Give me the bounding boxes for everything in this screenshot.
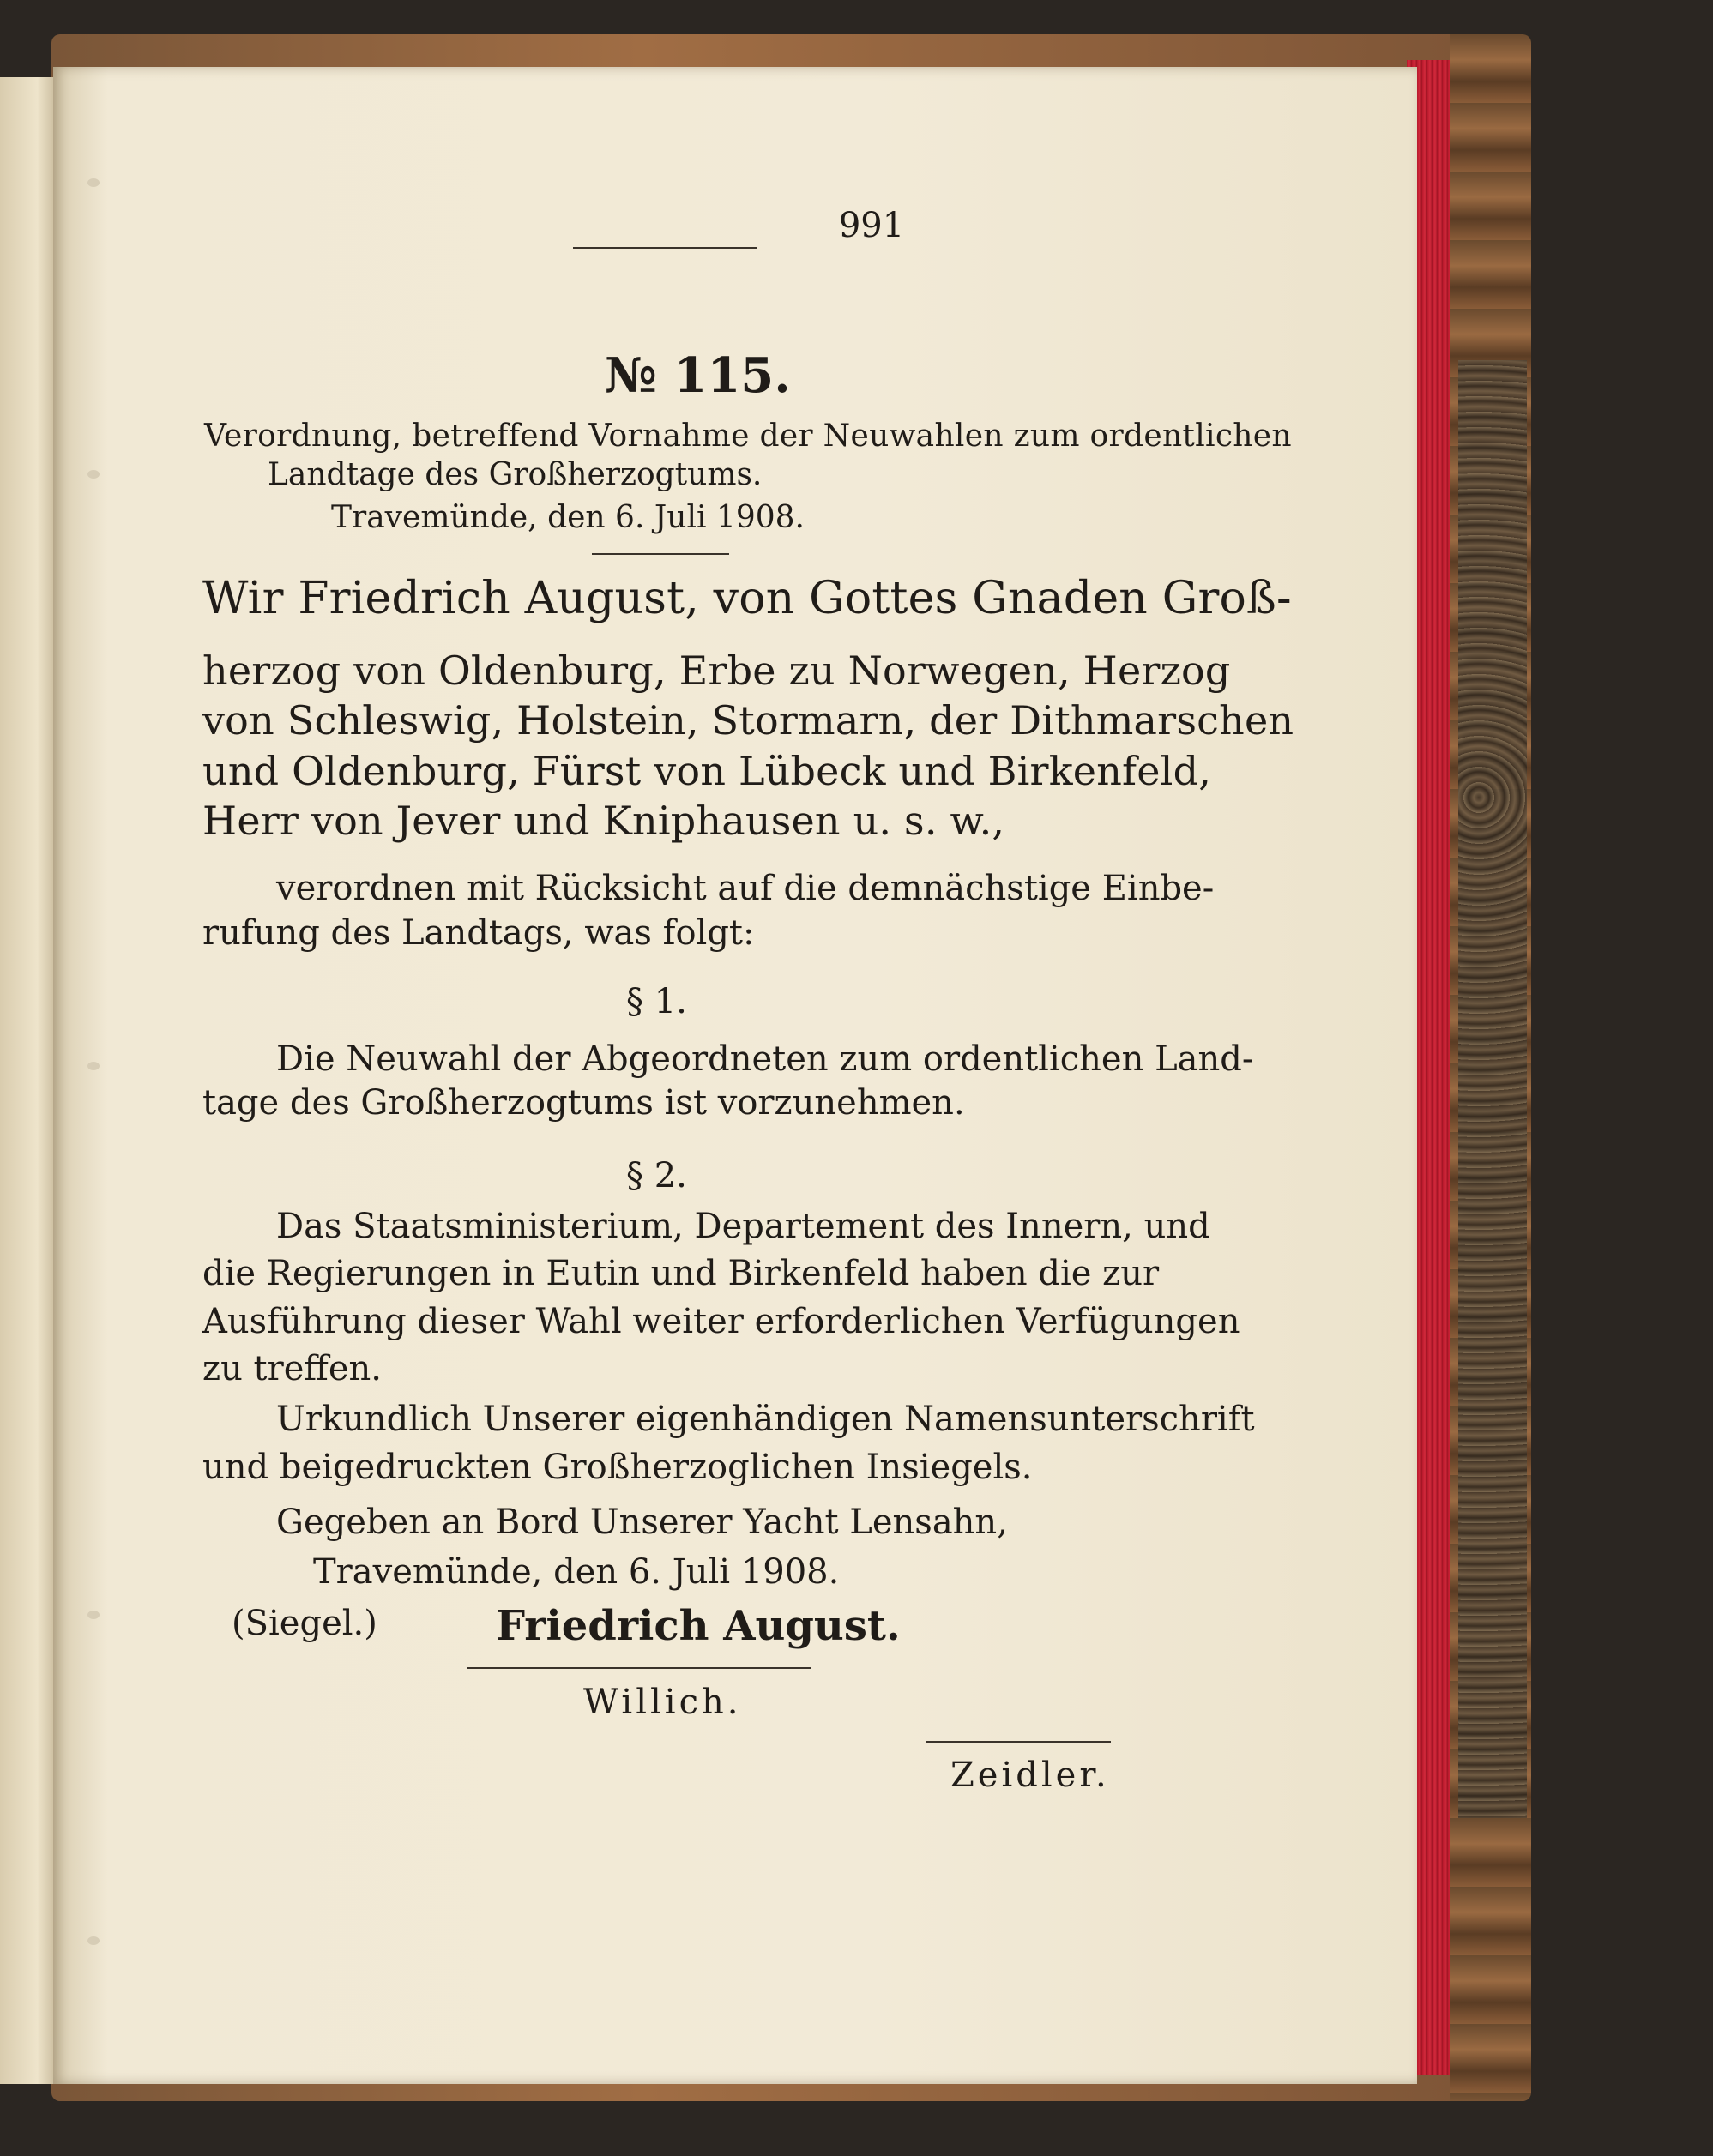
intro-line: rufung des Landtags, was folgt: (202, 913, 755, 953)
title-line: Verordnung, betreffend Vornahme der Neuwahlen zum ordentlichen (204, 419, 1292, 454)
intro-line: verordnen mit Rücksicht auf die demnächstige Einbe- (276, 869, 1215, 908)
binding-stitch (87, 1611, 100, 1619)
preamble-line: von Schleswig, Holstein, Stormarn, der Dithmarschen (202, 697, 1294, 744)
preamble-line: Herr von Jever und Kniphausen u. s. w., (202, 798, 1005, 844)
section-line: zu treffen. (202, 1349, 382, 1388)
closing-line: Urkundlich Unserer eigenhändigen Namensunterschrift (276, 1400, 1255, 1439)
title-date: Travemünde, den 6. Juli 1908. (331, 500, 805, 535)
law-number: № 115. (605, 347, 791, 404)
preamble-line: Wir Friedrich August, von Gottes Gnaden Groß- (202, 573, 1292, 624)
marbled-edge (1458, 360, 1527, 1818)
signature-secondary: Zeidler. (950, 1756, 1110, 1795)
section-heading: § 1. (626, 982, 687, 1021)
title-rule (592, 553, 729, 555)
binding-stitch (87, 1062, 100, 1070)
section-line: die Regierungen in Eutin und Birkenfeld haben die zur (202, 1254, 1160, 1293)
page-number: 991 (838, 206, 905, 245)
given-date: Travemünde, den 6. Juli 1908. (313, 1552, 840, 1592)
seal-mark: (Siegel.) (232, 1604, 377, 1643)
binding-stitch (87, 1936, 100, 1945)
section-line: Das Staatsministerium, Departement des Innern, und (276, 1207, 1210, 1246)
signature-main: Friedrich August. (496, 1602, 901, 1650)
signature-countersign: Willich. (583, 1683, 742, 1722)
binding-stitch (87, 470, 100, 479)
section-line: Ausführung dieser Wahl weiter erforderlichen Verfügungen (202, 1302, 1240, 1341)
section-line: Die Neuwahl der Abgeordneten zum ordentlichen Land- (276, 1039, 1254, 1079)
preamble-line: und Oldenburg, Fürst von Lübeck und Birkenfeld, (202, 748, 1212, 794)
title-line: Landtage des Großherzogtums. (268, 457, 763, 492)
secondary-rule (926, 1741, 1111, 1743)
left-page-edge (0, 77, 53, 2084)
preamble-line: herzog von Oldenburg, Erbe zu Norwegen, Herzog (202, 647, 1231, 694)
section-heading: § 2. (626, 1156, 687, 1195)
header-rule (573, 247, 757, 249)
binding-stitch (87, 178, 100, 187)
section-line: tage des Großherzogtums ist vorzunehmen. (202, 1083, 965, 1123)
closing-line: und beigedruckten Großherzoglichen Insiegels. (202, 1448, 1033, 1487)
given-line: Gegeben an Bord Unserer Yacht Lensahn, (276, 1503, 1008, 1542)
signature-rule (467, 1667, 811, 1669)
